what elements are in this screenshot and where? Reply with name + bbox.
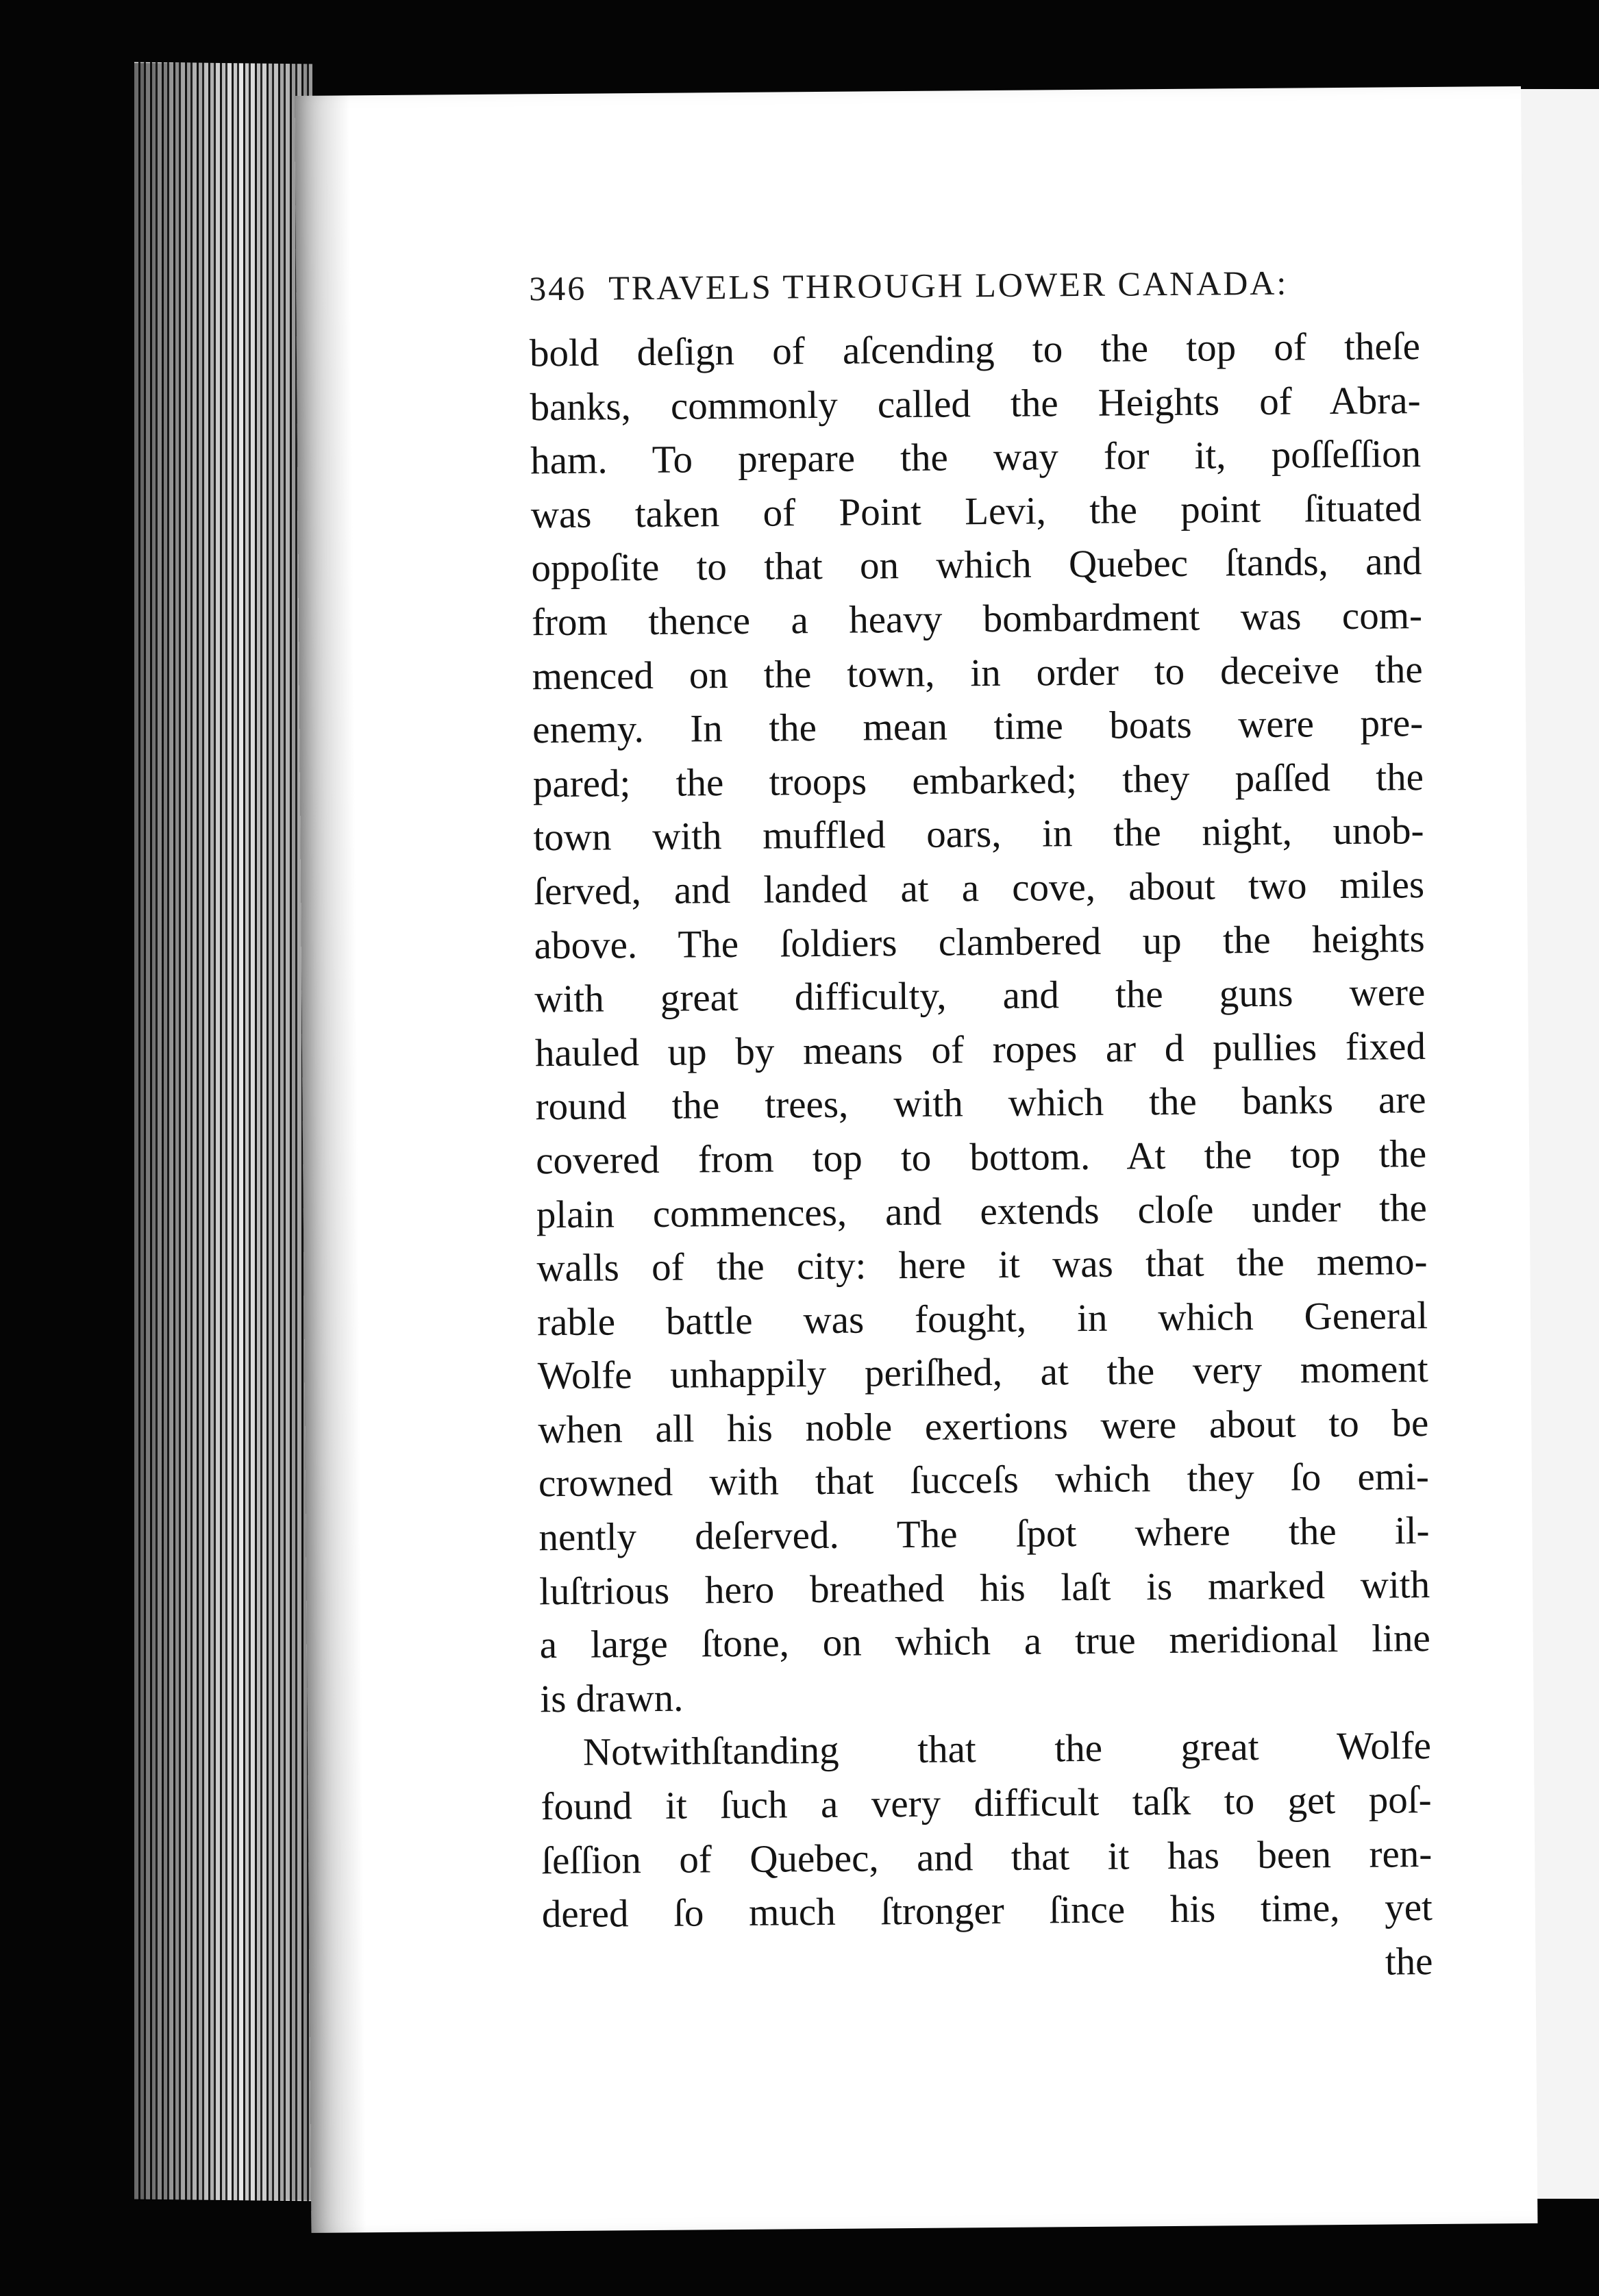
text-line: is drawn. (540, 1676, 684, 1721)
book-page (295, 86, 1537, 2233)
text-line: found it ſuch a very difficult taſk to get poſ- (541, 1778, 1432, 1829)
text-line: ſeſſion of Quebec, and that it has been ren- (541, 1832, 1433, 1882)
text-line: dered ſo much ſtronger ſince his time, yet (541, 1886, 1433, 1936)
text-line: Notwithſtanding that the great Wolfe (582, 1724, 1432, 1775)
text-line: town with muffled oars, in the night, unob- (533, 809, 1424, 860)
text-line: luſtrious hero breathed his laſt is marked with (538, 1562, 1430, 1613)
text-line: when all his noble exertions were about to be (538, 1401, 1429, 1452)
text-line: plain commences, and extends cloſe under the (536, 1186, 1428, 1236)
paragraph-2 (541, 1719, 1433, 1995)
running-head (529, 262, 1420, 308)
text-line: rable battle was fought, in which General (536, 1293, 1428, 1344)
text-line: nently deſerved. The ſpot where the il- (538, 1509, 1430, 1560)
text-line: round the trees, with which the banks are (535, 1078, 1426, 1129)
text-line: oppoſite to that on which Quebec ſtands, and (531, 540, 1422, 590)
text-line: crowned with that ſucceſs which they ſo emi- (538, 1455, 1430, 1506)
page-edges-shadow (134, 63, 312, 2200)
text-line: a large ſtone, on which a true meridional line (539, 1617, 1430, 1667)
text-line: was taken of Point Levi, the point ſituated (530, 486, 1422, 537)
text-line: ham. To prepare the way for it, poſſeſſion (530, 432, 1422, 483)
text-line: above. The ſoldiers clambered up the heights (534, 916, 1425, 967)
text-line: Wolfe unhappily periſhed, at the very moment (537, 1347, 1428, 1398)
page-number: 346 (529, 269, 587, 308)
body-text (530, 320, 1433, 1996)
text-line: from thence a heavy bombardment was com- (531, 594, 1423, 645)
text-line: pared; the troops embarked; they paſſed the (532, 755, 1424, 806)
text-line: covered from top to bottom. At the top the (535, 1132, 1427, 1183)
text-line: walls of the city: here it was that the memo- (536, 1240, 1428, 1290)
catchword: the (1385, 1939, 1433, 1984)
text-line: menced on the town, in order to deceive the (532, 647, 1423, 698)
text-line: enemy. In the mean time boats were pre- (532, 701, 1424, 752)
text-line: bold deſign of aſcending to the top of theſe (529, 325, 1421, 375)
text-line: with great difficulty, and the guns were (534, 971, 1426, 1021)
paragraph-1 (530, 320, 1431, 1727)
running-title: TRAVELS THROUGH LOWER CANADA: (608, 263, 1289, 308)
text-line: hauled up by means of ropes ar d pullies fixed (534, 1024, 1426, 1075)
text-line: ſerved, and landed at a cove, about two miles (533, 863, 1425, 914)
text-line: banks, commonly called the Heights of Abra- (530, 378, 1421, 429)
